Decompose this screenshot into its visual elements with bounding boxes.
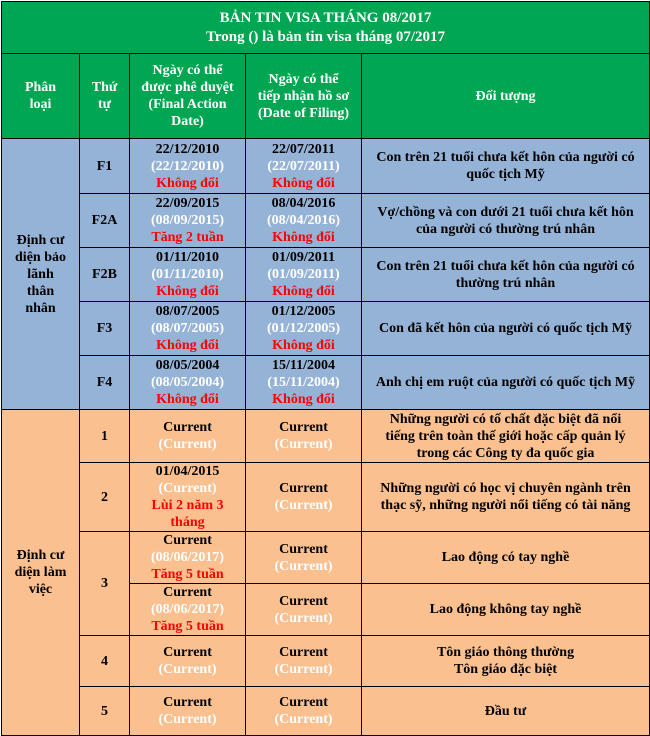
category-employment: Định cư diện làm việc <box>2 410 80 736</box>
order-cell: 3 <box>80 532 130 636</box>
title-row <box>2 2 650 54</box>
final-action-cell: 01/11/2010 (01/11/2010) Không đổi <box>130 248 246 302</box>
table-row <box>2 248 650 302</box>
final-action-cell: Current (Current) <box>130 636 246 687</box>
bulletin-subtitle: Trong () là bản tin visa tháng 07/2017 <box>205 28 446 45</box>
final-action-cell: Current (Current) <box>130 410 246 463</box>
target-cell: Tôn giáo thông thường Tôn giáo đặc biệt <box>362 636 650 687</box>
table-row <box>2 532 650 584</box>
table-row <box>2 139 650 194</box>
final-action-cell: 22/12/2010 (22/12/2010) Không đổi <box>130 139 246 194</box>
filing-cell: Current (Current) <box>246 532 362 584</box>
target-cell: Những người có tố chất đặc biệt đã nổi tiếng trên toàn thế giới hoặc cấp quản lý trong các Công ty đa quốc gia <box>362 410 650 463</box>
filing-cell: 01/12/2005 (01/12/2005) Không đổi <box>246 302 362 356</box>
header-row <box>2 54 650 139</box>
table-row <box>2 356 650 410</box>
target-cell: Những người có học vị chuyên ngành trên thạc sỹ, những người nổi tiếng có tài năng <box>362 463 650 532</box>
target-cell: Con trên 21 tuổi chưa kết hôn của người có thường trú nhân <box>362 248 650 302</box>
table-row <box>2 410 650 463</box>
order-cell: 2 <box>80 463 130 532</box>
table-row <box>2 687 650 736</box>
filing-cell: 01/09/2011 (01/09/2011) Không đổi <box>246 248 362 302</box>
target-cell: Lao động có tay nghề <box>362 532 650 584</box>
target-cell: Anh chị em ruột của người có quốc tịch Mỹ <box>362 356 650 410</box>
target-cell: Con đã kết hôn của người có quốc tịch Mỹ <box>362 302 650 356</box>
header-filing: Ngày có thể tiếp nhận hồ sơ (Date of Filing) <box>246 54 362 139</box>
table-row <box>2 636 650 687</box>
header-category: Phân loại <box>2 54 80 139</box>
table-row <box>2 194 650 248</box>
target-cell: Đầu tư <box>362 687 650 736</box>
filing-cell: 08/04/2016 (08/04/2016) Không đổi <box>246 194 362 248</box>
final-action-cell: Current (08/06/2017) Tăng 5 tuần <box>130 584 246 636</box>
filing-cell: Current (Current) <box>246 584 362 636</box>
final-action-cell: 22/09/2015 (08/09/2015) Tăng 2 tuần <box>130 194 246 248</box>
filing-cell: 22/07/2011 (22/07/2011) Không đổi <box>246 139 362 194</box>
category-family: Định cư diện bảo lãnh thân nhân <box>2 139 80 410</box>
target-cell: Con trên 21 tuổi chưa kết hôn của người có quốc tịch Mỹ <box>362 139 650 194</box>
filing-cell: 15/11/2004 (15/11/2004) Không đổi <box>246 356 362 410</box>
filing-cell: Current (Current) <box>246 687 362 736</box>
target-cell: Vợ/chồng và con dưới 21 tuổi chưa kết hôn của người có thường trú nhân <box>362 194 650 248</box>
final-action-cell: 01/04/2015 (Current) Lùi 2 năm 3 tháng <box>130 463 246 532</box>
bulletin-title: BẢN TIN VISA THÁNG 08/2017 <box>219 9 432 26</box>
order-cell: 4 <box>80 636 130 687</box>
table-row <box>2 463 650 532</box>
header-final-action: Ngày có thể được phê duyệt (Final Action Date) <box>130 54 246 139</box>
table-row <box>2 302 650 356</box>
order-cell: 1 <box>80 410 130 463</box>
order-cell: F1 <box>80 139 130 194</box>
header-order: Thứ tự <box>80 54 130 139</box>
final-action-cell: Current (08/06/2017) Tăng 5 tuần <box>130 532 246 584</box>
final-action-cell: 08/05/2004 (08/05/2004) Không đổi <box>130 356 246 410</box>
final-action-cell: Current (Current) <box>130 687 246 736</box>
header-target: Đối tượng <box>362 54 650 139</box>
order-cell: F4 <box>80 356 130 410</box>
visa-bulletin-table <box>1 1 650 736</box>
filing-cell: Current (Current) <box>246 410 362 463</box>
order-cell: F3 <box>80 302 130 356</box>
order-cell: F2B <box>80 248 130 302</box>
filing-cell: Current (Current) <box>246 463 362 532</box>
order-cell: 5 <box>80 687 130 736</box>
filing-cell: Current (Current) <box>246 636 362 687</box>
target-cell: Lao động không tay nghề <box>362 584 650 636</box>
final-action-cell: 08/07/2005 (08/07/2005) Không đổi <box>130 302 246 356</box>
order-cell: F2A <box>80 194 130 248</box>
